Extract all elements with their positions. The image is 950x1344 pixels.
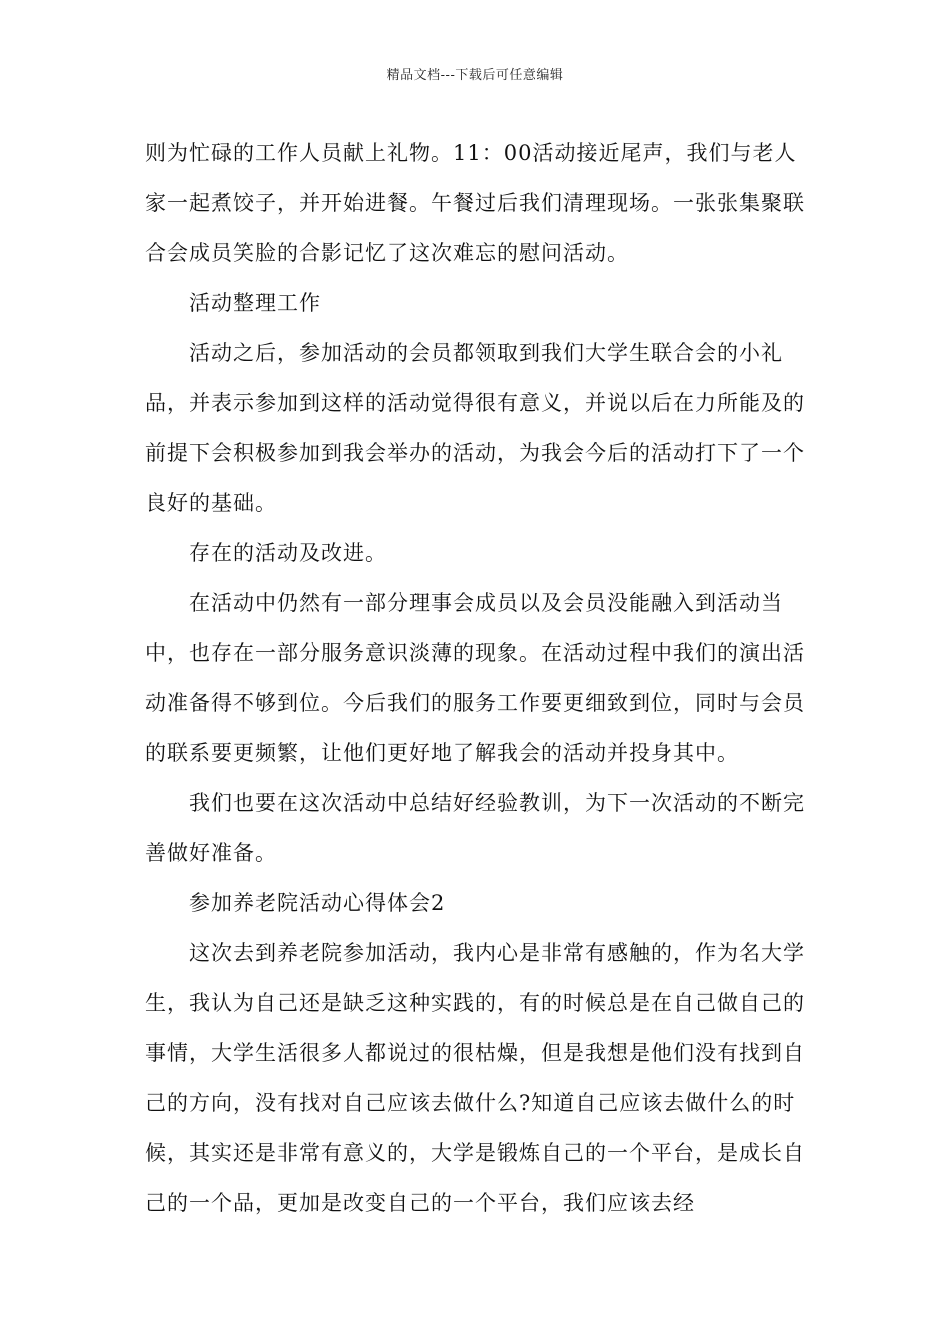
- paragraph: 活动之后，参加活动的会员都领取到我们大学生联合会的小礼品，并表示参加到这样的活动觉得很有意义，并说以后在力所能及的前提下会积极参加到我会举办的活动，为我会今后的活动打下了一个良好的基础。: [145, 341, 805, 515]
- document-body: [145, 128, 807, 1228]
- section-heading: 存在的活动及改进。: [189, 541, 387, 565]
- paragraph: 这次去到养老院参加活动，我内心是非常有感触的，作为名大学生，我认为自己还是缺乏这种实践的，有的时候总是在自己做自己的事情，大学生活很多人都说过的很枯燥，但是我想是他们没有找到自己的方向，没有找对自己应该去做什么?知道自己应该去做什么的时候，其实还是非常有意义的，大学是锻炼自己的一个平台，是成长自己的一个品，更加是改变自己的一个平台，我们应该去经: [145, 941, 805, 1215]
- paragraph: 我们也要在这次活动中总结好经验教训，为下一次活动的不断完善做好准备。: [145, 791, 805, 865]
- paragraph: 在活动中仍然有一部分理事会成员以及会员没能融入到活动当中，也存在一部分服务意识淡薄的现象。在活动过程中我们的演出活动准备得不够到位。今后我们的服务工作要更细致到位，同时与会员的联系要更频繁，让他们更好地了解我会的活动并投身其中。: [145, 591, 805, 765]
- section-heading: 参加养老院活动心得体会2: [189, 891, 446, 915]
- paragraph: 则为忙碌的工作人员献上礼物。11：00活动接近尾声，我们与老人家一起煮饺子，并开始进餐。午餐过后我们清理现场。一张张集聚联合会成员笑脸的合影记忆了这次难忘的慰问活动。: [145, 141, 805, 265]
- section-heading: 活动整理工作: [189, 291, 321, 315]
- page-header: 精品文档---下载后可任意编辑: [386, 68, 564, 83]
